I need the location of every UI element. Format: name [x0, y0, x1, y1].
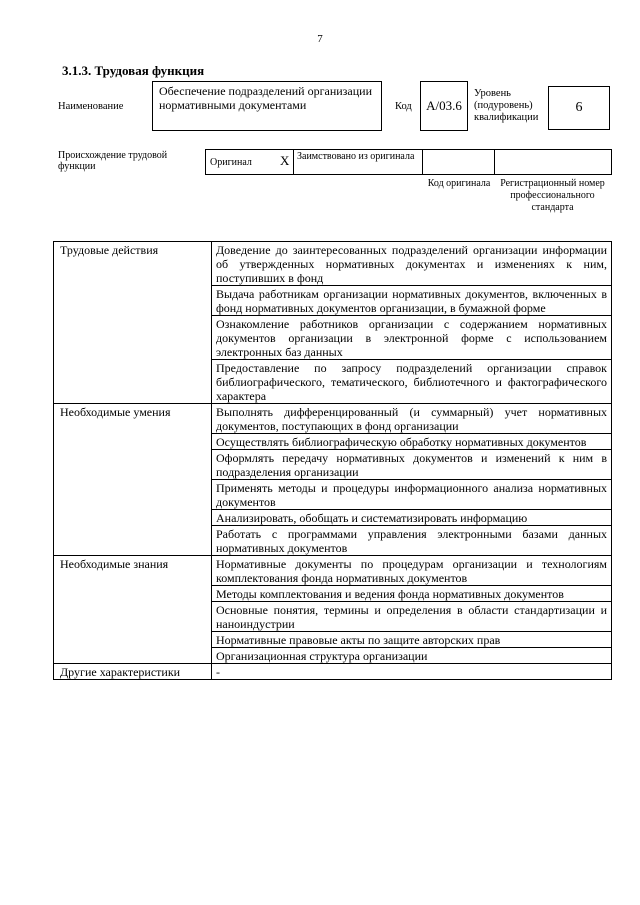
- page-number: 7: [317, 33, 323, 45]
- original-label: Оригинал: [210, 157, 252, 168]
- origin-original-cell: [205, 149, 294, 175]
- code-label: Код: [395, 101, 412, 112]
- required-skills-item: Анализировать, обобщать и систематизировать информацию: [212, 510, 612, 526]
- labor-actions-item: Доведение до заинтересованных подразделений организации информации об утвержденных нормативных документах и изменениях к ним, поступивших в фонд: [212, 242, 612, 286]
- origin-borrowed-cell: [293, 149, 423, 175]
- function-name-box: [152, 81, 382, 131]
- required-knowledge-item: Нормативные правовые акты по защите авторских прав: [212, 632, 612, 648]
- required-knowledge-item: Организационная структура организации: [212, 648, 612, 664]
- labor-function-table: [53, 241, 612, 680]
- level-box: [548, 86, 610, 130]
- borrowed-label: Заимствовано из оригинала: [297, 151, 415, 162]
- required-knowledge-item: Основные понятия, термины и определения в области стандартизации и наноиндустрии: [212, 602, 612, 632]
- code-value: А/03.6: [426, 98, 462, 113]
- origin-label: Происхождение трудовой функции: [58, 150, 168, 172]
- table-row: [54, 664, 612, 680]
- other-characteristics-label: Другие характеристики: [54, 664, 212, 680]
- code-box: [420, 81, 468, 131]
- level-label: Уровень (подуровень) квалификации: [474, 88, 539, 123]
- required-skills-item: Выполнять дифференцированный (и суммарный) учет нормативных документов, поступающих в фонд организации: [212, 404, 612, 434]
- table-row: [54, 556, 612, 586]
- table-row: [54, 242, 612, 286]
- reg-number-cell: [494, 149, 612, 175]
- code-original-cell: [422, 149, 495, 175]
- section-title: 3.1.3. Трудовая функция: [62, 63, 205, 78]
- labor-actions-item: Выдача работникам организации нормативных документов, включенных в фонд нормативных документов организации, в бумажной форме: [212, 286, 612, 316]
- required-skills-item: Осуществлять библиографическую обработку нормативных документов: [212, 434, 612, 450]
- required-skills-label: Необходимые умения: [54, 404, 212, 556]
- required-skills-item: Оформлять передачу нормативных документов и изменений к ним в подразделения организации: [212, 450, 612, 480]
- other-characteristics-item: -: [212, 664, 612, 680]
- required-knowledge-item: Методы комплектования и ведения фонда нормативных документов: [212, 586, 612, 602]
- level-value: 6: [575, 100, 583, 115]
- code-original-caption: Код оригинала: [427, 178, 491, 189]
- reg-number-caption: Регистрационный номер профессионального стандарта: [500, 178, 605, 213]
- labor-actions-item: Ознакомление работников организации с содержанием нормативных документов организации в электронной форме с использованием электронных баз данных: [212, 316, 612, 360]
- required-knowledge-item: Нормативные документы по процедурам организации и технологиям комплектования фонда нормативных документов: [212, 556, 612, 586]
- required-skills-item: Работать с программами управления электронными базами данных нормативных документов: [212, 526, 612, 556]
- labor-actions-label: Трудовые действия: [54, 242, 212, 404]
- labor-actions-item: Предоставление по запросу подразделений организации справок библиографического, тематического, библиотечного и фактографического характера: [212, 360, 612, 404]
- table-row: [54, 404, 612, 434]
- name-label: Наименование: [58, 101, 124, 112]
- required-knowledge-label: Необходимые знания: [54, 556, 212, 664]
- original-mark: X: [280, 153, 290, 168]
- function-name-value: Обеспечение подразделений организации нормативными документами: [159, 84, 373, 112]
- table-body: [54, 242, 612, 680]
- required-skills-item: Применять методы и процедуры информационного анализа нормативных документов: [212, 480, 612, 510]
